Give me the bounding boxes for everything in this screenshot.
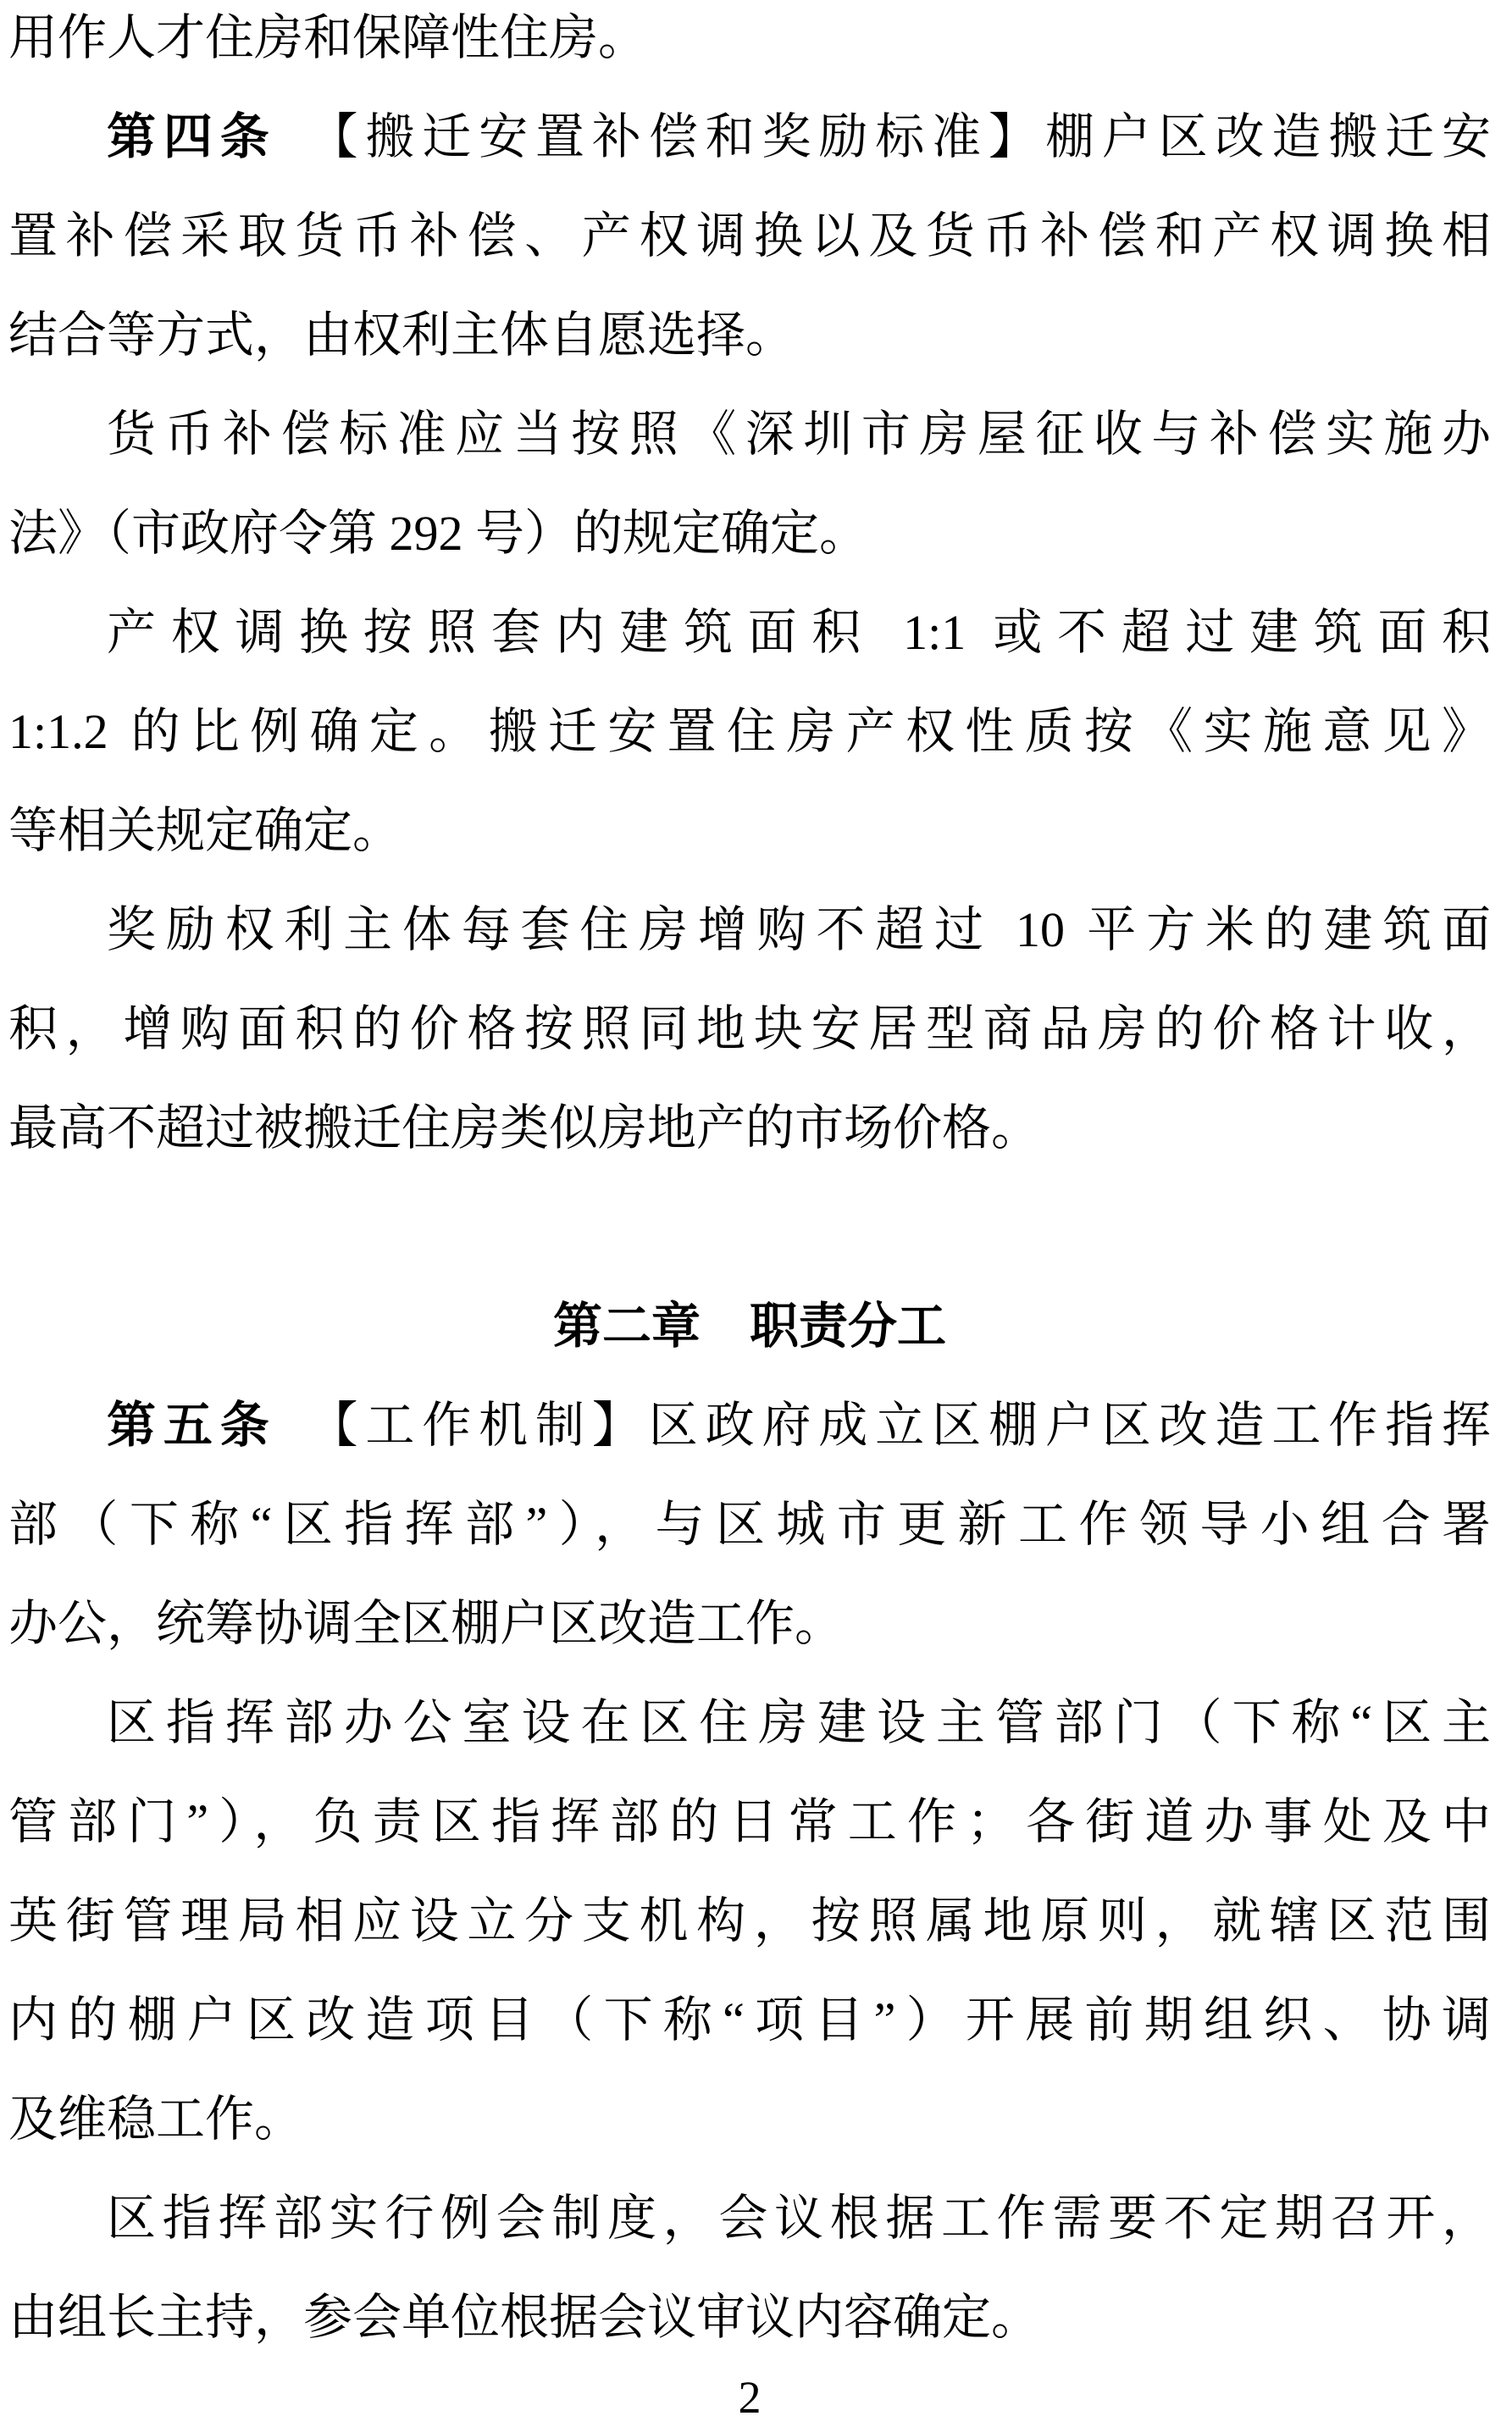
body-line: 货币补偿标准应当按照《深圳市房屋征收与补偿实施办: [107, 407, 1491, 462]
chapter-heading: 第二章 职责分工: [552, 1299, 946, 1354]
body-line: 最高不超过被搬迁住房类似房地产的市场价格。: [8, 1100, 1041, 1155]
body-line: 等相关规定确定。: [8, 803, 402, 858]
body-line: 置补偿采取货币补偿、产权调换以及货币补偿和产权调换相: [8, 208, 1491, 263]
body-line: 英街管理局相应设立分支机构，按照属地原则，就辖区范围: [8, 1893, 1491, 1948]
page-number: 2: [738, 2372, 762, 2416]
body-line: 部（下称“区指挥部”），与区城市更新工作领导小组合署: [8, 1497, 1491, 1552]
article-label: 第四条: [107, 109, 277, 164]
blank-line: [8, 1178, 1491, 1277]
body-line: 积，增购面积的价格按照同地块安居型商品房的价格计收，: [8, 1001, 1491, 1056]
body-line: 结合等方式，由权利主体自愿选择。: [8, 308, 795, 363]
body-line: 产权调换按照套内建筑面积 1:1 或不超过建筑面积: [107, 605, 1491, 660]
body-line: 区指挥部实行例会制度，会议根据工作需要不定期召开，: [107, 2191, 1491, 2246]
body-line: 及维稳工作。: [8, 2092, 304, 2147]
body-line: 由组长主持，参会单位根据会议审议内容确定。: [8, 2290, 1041, 2345]
body-line: 办公，统筹协调全区棚户区改造工作。: [8, 1596, 845, 1651]
body-line: 法》（市政府令第 292 号）的规定确定。: [8, 506, 869, 561]
body-line-text: 【搬迁安置补偿和奖励标准】棚户区改造搬迁安: [276, 109, 1491, 164]
body-line: 区指挥部办公室设在区住房建设主管部门（下称“区主: [107, 1695, 1491, 1750]
body-line: 内的棚户区改造项目（下称“项目”）开展前期组织、协调: [8, 1992, 1491, 2048]
body-line: 奖励权利主体每套住房增购不超过 10 平方米的建筑面: [107, 902, 1491, 957]
body-line: 1:1.2 的比例确定。搬迁安置住房产权性质按《实施意见》: [8, 704, 1491, 759]
body-line: [8, 87, 1491, 186]
body-line: [8, 1376, 1491, 1475]
article-label: 第五条: [107, 1398, 277, 1453]
body-line-text: 【工作机制】区政府成立区棚户区改造工作指挥: [276, 1398, 1491, 1453]
body-line: 管部门”），负责区指挥部的日常工作；各街道办事处及中: [8, 1794, 1491, 1849]
document-body: [8, 0, 1491, 2416]
body-line: 用作人才住房和保障性住房。: [8, 10, 648, 65]
